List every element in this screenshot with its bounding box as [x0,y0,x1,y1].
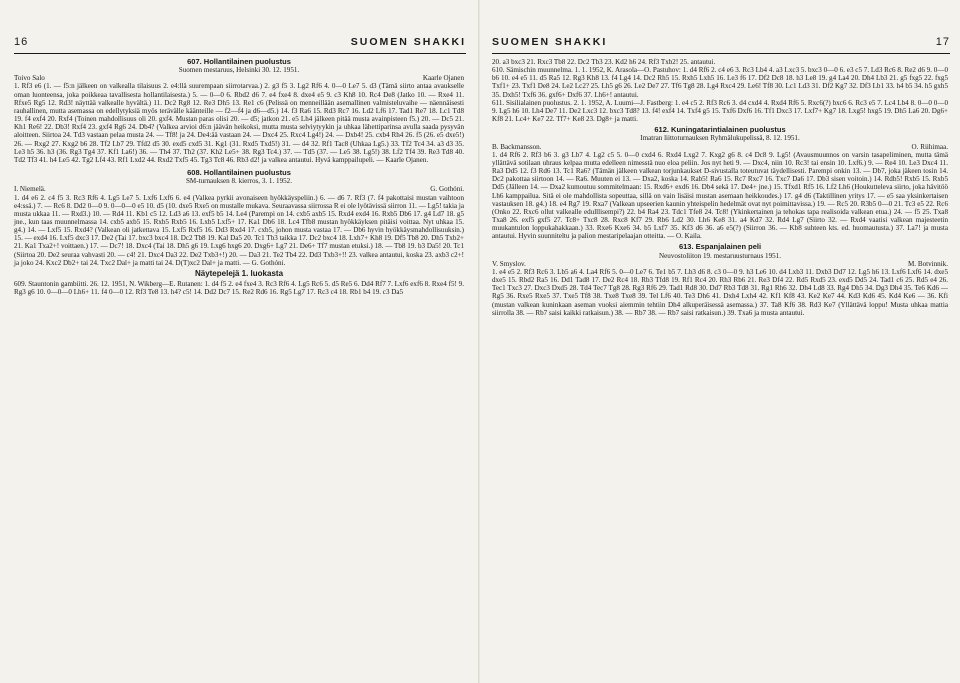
game-613-event: Neuvostoliiton 19. mestaruusturnaus 1951. [659,251,781,260]
game-610-text: 610. Sämischin muunnelma. 1. 1. 1952, K. Arasola—O. Pastuhov: 1. d4 Rf6 2. c4 e6 3. Rc3 Lb4 4. a3 Lxc3 5. bxc3 0—0 6. e3 c5 7. Ld3 Rc6 8. Re2 d6 9. 0—0 b6 10. e4 e5 11. d5 Ra5 12. Rg3 Kh8 13. f4 Lg4 14. Dc2 Rh5 15. Rxh5 Lxh5 16. Le3 f6 17. Df2 Dc8 18. h3 Le8 19. g4 La4 20. Dh4 Lb3 21. g5 fxg5 22. fxg5 Txf1+ 23. Txf1 De8 24. Le2 Lc2? 25. Lh5 g6 26. Le2 De7 27. Tf6 Tg8 28. Lg4 Rxc4 29. Le6! Tf8 30. Lc1 Ld3 31. Df2 Kg7 32. Df3 Lb1 33. h4 b5 34. h5 gxh5 35. Dxh5! Txf6 36. gxf6+ Dxf6 37. Lh6+! antautui. [492,66,948,99]
black-player: Kaarle Ojanen [422,74,464,83]
game-608-text: 1. d4 e6 2. c4 f5 3. Rc3 Rf6 4. Lg5 Le7 5. Lxf6 Lxf6 6. e4 (Valkea pyrkii avonaiseen hyökkäyspeliin.) 6. — d6 7. Rf3 (7. f4 pakottaisi mustan vaihtoon e4:ssä.) 7. — Rc6 8. Dd2 0—0 9. 0—0—0 e5 10. d5 (10. dxe5 Rxe5 on mustalle mukava. Seuraavassa siirrossa R ei ole lyötävissä siirron 11. — Lg5! takia ja musta ukkaa 11. — Rxd3.) 10. — Rd4 11. Kb1 c5 12. Ld3 a6 13. exf5 b5 14. Le4 (Parempi on 14. cxb5 axb5 15. Rxd4 exd4 16. Rxb5 Db6 17. g4 Ld7 18. g5 jne., kun taas muunnelmassa 14. cxb5 axb5 15. Rxb5 Rxb5 16. Lxb5 Lxf5+ 17. Ka1 Db6 18. Lc4 Tfb8 mustan hyökkäyksen pitäisi voittaa. Nyt uhkaa 15. g4.) 14. — Lxf5 15. Rxd4? (Valkean oli jatkettava 15. Lxf5 Rxf5 16. Dd3 Rxd4 17. cxb5, johon musta vastaa 17. — Db6 hyvin hyökkäysmahdollisuuksin.) 15. — exd4 16. Lxf5 dxc3 17. De2 (Tai 17. bxc3 bxc4 18. Dc2 Tb8 19. Kal Da5 20. Tc1 Tb3 taikka 17. Dc2 bxc4 18. Lxh7+ Kh8 19. Df5 Tb8 20. Dh5 Txb2+ 21. Ka1 Txa2+! voittaen.) 17. — Dc7! 18. Dxc4 (Tai 18. Dh5 g6 19. Lxg6 hxg6 20. Dxg6+ Lg7 21. De6+ Tf7 mustan etuksi.) 18. — Tb8 19. b3 Da5! 20. Tc1 (Siirtoa 20. De2 seuraa vahvasti 20. — c4! 21. Dxc4 Da3 22. De2 Txb3+!) 20. — Da3 21. Te2 Tb4 22. Dd3 Txb3+!! 23. valkea antautui, koska 23. axb3 c2+! ja joko 24. Kxc2 Db2+ tai 24. Txc2 Dal+ ja matti tai 24. D(T)xc2 Dal+ ja matti. — G. Gothóni. [14,193,464,267]
black-player: G. Gothóni. [430,185,464,194]
running-title: SUOMEN SHAKKI [492,36,608,48]
game-611-text: 611. Sisilialainen puolustus. 2. 1. 1952, A. Luumi—J. Fastberg: 1. e4 c5 2. Rf3 Rc6 3. d4 cxd4 4. Rxd4 Rf6 5. Rxc6(?) bxc6 6. Rc3 e5 7. Lc4 Lb4 8. 0—0 0—0 9. Lg5 h6 10. Lh4 De7 11. De2 Lxc3 12. bxc3 Td8? 13. f4! exf4 14. Txf4 g5 15. Txf6 Dxf6 16. Tf1 Dxc3 17. Lxf7+ Kg7 18. Lxg5! hxg5 19. Dh5 La6 20. Dg6+ Kf8 21. Lc4+ Ke7 22. Tf7+ Ke8 23. Dg8+ ja matti. [492,98,948,124]
game-607-text: 1. Rf3 e6 (1. — f5:n jälkeen on valkealla tilaisuus 2. e4:llä suurempaan siirrotarvaa.) 2. g3 f5 3. Lg2 Rf6 4. 0—0 Le7 5. d3 (Tämä siirto antaa avaukselle oman luonteensa, joka poikkeaa tavallisesta hollantilaisesta.) 5. — 0—0 6. Rbd2 d6 7. e4 fxe4 8. dxe4 e5 9. c3 Kh8 10. Rc4 De8 (Jatko 10. — Rxe4 11. Rfxe5 Rg5 12. Rd3! näyttää valkealle hyvältä.) 11. Dc2 Rg8 12. Re3 Dh5 13. Re1 c6 (Pelissä on menneillään asemallinen valmisteluvaihe — näennäisesti rauhallinen, mutta asemassa on edellytyksiä myös terävälle käänteille — f2—f4 ja d6—d5.) 14. f3 Ra6 15. Rd3 Rc7 16. Ld2 Lf6 17. Tad1 Re7 18. Lc1 Td8 19. f4 exf4 20. Rxf4 (Toinen mahdollisuus oli 20. gxf4. Mustan paras olisi 20. — d5; jatkon 21. e5 Lh4 jälkeen pitää musta avainpisteen f5.) 20. — Dc5 21. Kh1 Re6! 22. Db3! Rxf4 23. gxf4 Rg6 24. Db4? (Valkea arvioi d6:n jäävän heikoksi, mutta musta selviytyykin ja uhkaa lähettiparinsa avulla saada pysyvän aloitteen. Siirtoa 24. Td3 vastaan pelaa musta 24. — Tf8! ja 24. De4:ää vastaan 24. — Dxc4 25. Rxc4 Lg4!) 24. — Dxb4! 25. cxb4 Rh4 26. f5 (26. e5 dxe5!) 26. — Rxg2 27. Kxg2 b6 28. Tf2 Lb7 29. Tfd2 d5 30. exd5 cxd5 31. Kg1 (31. Rxd5 Txd5!) 31. — d4 32. Rf1 Tac8 (Uhkaa Lg5.) 33. Tf2 Tc4 34. a3 d3 35. Le3 h5 36. h3 (36. Rg3 Tg4 37. Kf1 La6!) 36. — Th4 37. Th2 (37. Kh2 Le5+ 38. Rg3 Tc4.) 37. — Td5 (37. — Le5 38. Lg5!) 38. Lf2 Tf4 39. Re3 Td8 40. Td2 Tf3 41. h4 Le5 42. Tg2 Lf4 43. Rf1 Lxd2 44. Rxd2 Txf5 45. Tg3 Tc8 46. Rb3 d2! ja valkea antautui. Hyvä kamppailupeli. — Kaarle Ojanen. [14,82,464,164]
game-607-event: Suomen mestaruus, Helsinki 30. 12. 1951. [178,66,300,75]
running-title: SUOMEN SHAKKI [350,36,466,48]
white-player: Toivo Salo [14,74,45,83]
page-number: 16 [14,36,29,48]
black-player: M. Botvinnik. [907,259,948,268]
game-613-heading: 613. Espanjalainen peli [678,242,762,252]
black-player: O. Riihimaa. [911,142,948,151]
header-rule [492,53,950,54]
game-612-players [492,143,948,151]
game-613-text: 1. e4 e5 2. Rf3 Rc6 3. Lb5 a6 4. La4 Rf6 5. 0—0 Le7 6. Te1 b5 7. Lb3 d6 8. c3 0—0 9. h3 Le6 10. d4 Lxb3 11. Dxb3 Dd7 12. Lg5 h6 13. Lxf6 Lxf6 14. dxe5 dxe5 15. Rbd2 Ra5 16. Dd1 Tad8 17. De2 Rc4 18. Rb3 Tfd8 19. Rf1 Rc4 20. Rh3 Rb6 21. Re3 Df4 22. Rd5 Rxd5 23. exd5 Dd5 24. Tad1 c6 25. Rd5 e4 26. Tec1 Txc3 27. Dxc3 Dxd5 28. Td4 Tec7 Tg8 28. Rg3 Rf6 29. Tad1 Rd8 30. Dd7 Rb3 Td8 31. Rg1 Rh6 32. Dh4 Ld8 33. Rg4 Dh5 34. Dg3 Dh4 35. Te6 Kd6 — Rg5 36. Rxe5 Rxe5 37. Txe5 Tf8 38. Txe8 Txe8 39. Tel Lf6 40. Te3 Dh6 41. Dxh4 Lxh4 42. Kf1 Kf8 43. Ke2 Ke7 44. Kd3 Kd6 45. Kd4 Ke6 — 36. Kfi (mustan valkean kuninkaan aseman vuoksi aiemmin tehtiin Dh4 alkuperäisessä asemassa.) 37. Ta8 Kf6 38. Rd3 Ke7 (Yllättävä loppu! Musta uhkaa mattia siirrolla 38. — Rb7 saisi kaikki ratkaisun.) 38. — Rb7 38. — Rb7 saisi ratkaisun.) 39. Txa6 ja musta antautui. [492,267,948,317]
page-number: 17 [935,36,950,48]
left-page-body [14,58,464,296]
game-607-players [14,74,464,82]
game-608-event: SM-turnauksen 8. kierros, 3. 1. 1952. [185,177,292,186]
right-page-header [492,36,950,52]
game-608-players [14,185,464,193]
game-609-text: 609. Stauntonin gambiitti. 26. 12. 1951, N. Wikberg—E. Rutanen: 1. d4 f5 2. e4 fxe4 3. Rc3 Rf6 4. Lg5 Rc6 5. d5 Re5 6. Dd4 Rf7 7. Lxf6 exf6 8. Rxe4 f5! 9. Rg3 g6 10. 0—0—0 Lh6+ 11. f4 0—0 12. Rf3 Te8 13. h4? c5! 14. Dd2 Dc7 15. Re2 Rd6 16. Rg5 Lg7 17. Rc3 c4 18. Rb1 b4 19. c3 Da5 [14,280,464,297]
game-609-continuation: 20. a3 bxc3 21. Rxc3 Tb8 22. Dc2 Tb3 23. Kd2 h6 24. Rf3 Txb2! 25. antautui. [492,58,716,66]
white-player: B. Backmansson. [492,142,542,151]
left-page-header [14,36,466,52]
game-612-text: 1. d4 Rf6 2. Rf3 b6 3. g3 Lb7 4. Lg2 c5 5. 0—0 cxd4 6. Rxd4 Lxg2 7. Kxg2 g6 8. c4 Dc8 9. Lg5! (Avausmuunnos on varsin tasapeliminen, mutta tämä yllättävä sotilaan uhraus kelpaa mutta edelleen nimesstä nuo eloa peliin. Jos nyt heti 9. — Dxc4, niin 10. Rc3! tai ensin 10. Lxf6.) 9. — Re4 10. Le3 Dxc4 11. Ra3 Dd5 12. f3 Rd6 13. Tc1 Ra6? (Tämän jälkeen valkean torjunkaukset D-sivustalla toteutuvat täydellisesti. Parempi onkin 13. — Db7, joka jäkeen tosin 14. Dc2 pakottaa siirtoon 14. — Ra6. Muuten ei 13. — Dxa2, koska 14. Rab5! Ra6 15. Rc7 Rxc7 16. Txc7 Da6 17. Db3 sisen voitoin.) 14. Rdb5! Rxb5 15. Rxb5 Dd5 (Jälleen 14. — Dxa2 kumoutuu sommitelmaan: 15. Rxd6+ exd6 16. Db4 sekä 17. De4+ jne.) 15. Tfxd1 Rf5 16. Lf2 Lh6 (Houkutteleva siirto, joka hävitöö Lh6 kamppailua. Sitä ei ole mahdollista sopeuttaa, sillä on vain lisäisi mustan asemaan heikkoudes.) 17. g4 d6 (Taktillinen yritys 17. — e5 saa yksinkertaisen vastauksen 18. g4.) 18. e4 Rg7 19. Rxa7 (Valkean upseerien kaunin yhteispelin hedelmät ovat nyt poimittavissa.) 19. — Rc5 20. R3b5 0—0 21. Tc3 e5 22. Rc6 (Onko 22. Rxc6 ollut valkealle edulllisempi?) 22. b4 Ra4 23. Tdc1 Tfe8 24. Tc8! (Ykinkertainen ja tehokas tapa realisoida valkean etua.) 24. — f5 25. Txa8 Txa8 26. exf5 gxf5 27. Tc8+ Txc8 28. Rxc8 Kf7 29. Rb6 Ld2 30. Lh6 Ke8 31. a4 Kd7 32. Rd4 Lg7 (Siirto 32. — Rxd4 vaatisi valkean majesteetin muukantulon loppukahakkaan.) 33. Rxe6 Kxe6 34. b5 Lxf7 35. Kf3 d6 36. a6 e5(?) (Siirron 36. — Kb8 suhteen kts. ed. huomautusta.) 37. La7! ja musta antautui. Hyvin suunniteltu ja palion mestaripelaajan otteitta. — O. Kaila. [492,150,948,241]
section-title: Näytepelejä 1. luokasta [194,268,284,278]
white-player: I. Niemelä. [14,185,46,194]
header-rule [14,53,466,54]
white-player: V. Smyslov. [492,259,526,268]
game-613-players [492,260,948,268]
right-page-body [492,58,948,317]
game-612-event: Imatran liittoturnauksen Ryhmälukupelissä, 8. 12. 1951. [640,134,800,143]
game-608-heading: 608. Hollantilainen puolustus [187,168,291,178]
game-612-heading: 612. Kuningatarintialainen puolustus [654,125,786,135]
game-607-heading: 607. Hollantilainen puolustus [187,57,291,66]
right-page [480,0,960,683]
left-page [0,0,478,683]
